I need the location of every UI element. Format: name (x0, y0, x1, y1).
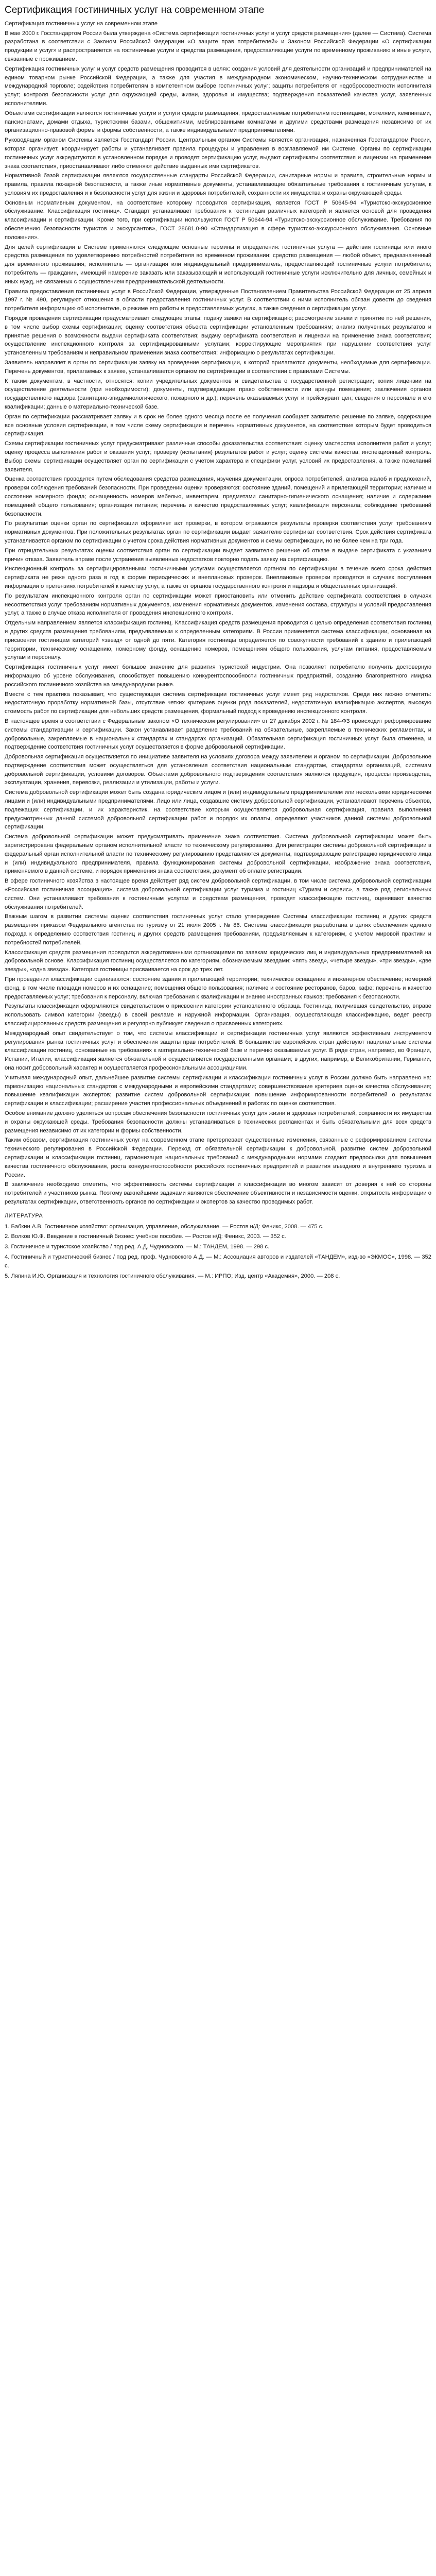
body-paragraph: Руководящим органом Системы является Госстандарт России. Центральным органом Системы является организация, назначенная Госстандартом России, которая организует, координирует работы и устанавливает правила процедуры и управления в возглавляемой им Системе. Органы по сертификации гостиничных услуг аккредитуются в установленном порядке и проводят сертификацию услуг, выдают сертификаты соответствия и лицензии на применение знака соответствия, приостанавливают либо отменяют действие выданных ими сертификатов. (5, 137, 431, 170)
body-paragraph: Особое внимание должно уделяться вопросам обеспечения безопасности гостиничных услуг для жизни и здоровья потребителей, сохранности их имущества и охраны окружающей среды. Требования безопасности должны устанавливаться в технических регламентах и быть обязательными для всех средств размещения независимо от их категории и формы собственности. (5, 1110, 431, 1134)
body-paragraph: Основным нормативным документом, на соответствие которому проводится сертификация, является ГОСТ Р 50645-94 «Туристско-экскурсионное обслуживание. Классификация гостиниц». Стандарт устанавливает требования к гостиницам различных категорий и является основой для проведения классификации и сертификации. Кроме того, при сертификации используются ГОСТ Р 50644-94 «Туристско-экскурсионное обслуживание. Требования по обеспечению безопасности туристов и экскурсантов», ГОСТ 28681.0-90 «Стандартизация в сфере туристско-экскурсионного обслуживания. Основные положения». (5, 199, 431, 241)
references-heading: ЛИТЕРАТУРА (5, 1212, 43, 1219)
body-paragraph: Схемы сертификации гостиничных услуг предусматривают различные способы доказательства соответствия: оценку мастерства исполнителя работ и услуг; оценку процесса выполнения работ и оказания услуг; проверку (испытания) результатов работ и услуг; оценку системы качества; инспекционный контроль. Выбор схемы сертификации осуществляет орган по сертификации с учетом характера и специфики услуг, условий их предоставления, а также пожеланий заявителя. (5, 440, 431, 473)
body-paragraph: Система добровольной сертификации может быть создана юридическим лицом и (или) индивидуальным предпринимателем или несколькими юридическими лицами и (или) индивидуальными предпринимателями. Лицо или лица, создавшие систему добровольной сертификации, устанавливают перечень объектов, подлежащих сертификации, и их характеристик, на соответствие которым осуществляется добровольная сертификация, правила выполнения предусмотренных данной системой добровольной сертификации работ и порядок их оплаты, определяют участников данной системы добровольной сертификации. (5, 789, 431, 831)
reference-item: 1. Бабкин А.В. Гостиничное хозяйство: организация, управление, обслуживание. — Ростов н/Д: Феникс, 2008. — 475 с. (5, 1223, 324, 1230)
article-title: Сертификация гостиничных услуг на современном этапе (5, 5, 265, 15)
body-paragraph: Оценка соответствия проводится путем обследования средства размещения, изучения документации, опроса потребителей, анализа жалоб и предложений, проверки соблюдения требований безопасности. При проведении оценки проверяются: состояние зданий, помещений и прилегающей территории; наличие и состояние номерного фонда; оснащенность номеров мебелью, инвентарем, предметами санитарно-гигиенического оснащения; наличие и содержание помещений общего пользования; организация питания; перечень и качество предоставляемых услуг; квалификация персонала; соблюдение требований безопасности. (5, 476, 431, 517)
body-paragraph: Инспекционный контроль за сертифицированными гостиничными услугами осуществляется органом по сертификации в течение всего срока действия сертификата не реже одного раза в год в форме периодических и внеплановых проверок. Внеплановые проверки проводятся в случаях поступления информации о претензиях потребителей к качеству услуг, а также от органов государственного контроля и надзора и общественных организаций. (5, 566, 431, 589)
article-body (5, 29, 431, 1207)
body-paragraph: Орган по сертификации рассматривает заявку и в срок не более одного месяца после ее получения сообщает заявителю решение по заявке, содержащее все основные условия сертификации, в том числе схему сертификации и перечень нормативных документов, на соответствие которым будет проводиться сертификация. (5, 413, 431, 437)
body-paragraph: Нормативной базой сертификации являются государственные стандарты Российской Федерации, санитарные нормы и правила, строительные нормы и правила, правила пожарной безопасности, а также иные нормативные документы, устанавливающие обязательные требования к гостиничным услугам, к условиям их предоставления и к безопасности услуг для жизни и здоровья потребителей, сохранности их имущества и охраны окружающей среды. (5, 173, 431, 196)
body-paragraph: Международный опыт свидетельствует о том, что системы классификации и сертификации гостиничных услуг являются эффективным инструментом регулирования рынка гостиничных услуг и обеспечения защиты прав потребителей. В большинстве европейских стран действуют национальные системы классификации гостиниц, основанные на требованиях к материально-технической базе и перечню оказываемых услуг. В ряде стран, например, во Франции, Испании, Италии, классификация является обязательной и осуществляется государственными органами; в других, например, в Великобритании, Германии, она носит добровольный характер и осуществляется профессиональными ассоциациями. (5, 1030, 431, 1071)
reference-item: 5. Ляпина И.Ю. Организация и технология гостиничного обслуживания. — М.: ИРПО; Изд. центр «Академия», 2000. — 208 с. (5, 1273, 340, 1279)
body-paragraph: Система добровольной сертификации может предусматривать применение знака соответствия. Система добровольной сертификации может быть зарегистрирована федеральным органом исполнительной власти по техническому регулированию. Для регистрации системы добровольной сертификации в федеральный орган исполнительной власти по техническому регулированию представляются документы, подтверждающие регистрацию юридического лица и (или) индивидуального предпринимателя, правила функционирования системы добровольной сертификации, изображение знака соответствия, применяемого в данной системе, и порядок применения знака соответствия, документ об оплате регистрации. (5, 834, 431, 875)
body-paragraph: В мае 2000 г. Госстандартом России была утверждена «Система сертификации гостиничных услуг и услуг средств размещения» (далее — Система). Система разработана в соответствии с Законом Российской Федерации «О защите прав потребителей» и Законом Российской Федерации «О сертификации продукции и услуг» и распространяется на гостиничные услуги и средства размещения, предоставляющие услуги по временному проживанию и иные услуги, связанные с проживанием. (5, 30, 431, 62)
article-subtitle: Сертификация гостиничных услуг на современном этапе (5, 20, 158, 27)
body-paragraph: К таким документам, в частности, относятся: копии учредительных документов и свидетельства о государственной регистрации; копия лицензии на осуществление деятельности (при необходимости); документы, подтверждающие право собственности или аренды помещения; заключения органов государственного надзора (санитарно-эпидемиологического, пожарного и др.); перечень оказываемых услуг и прейскурант цен; сведения о персонале и его квалификации; данные о материально-технической базе. (5, 378, 431, 411)
body-paragraph: Порядок проведения сертификации предусматривает следующие этапы: подачу заявки на сертификацию; рассмотрение заявки и принятие по ней решения, в том числе выбор схемы сертификации; оценку соответствия объекта сертификации установленным требованиям; анализ полученных результатов и принятие решения о возможности выдачи сертификата соответствия; выдачу сертификата соответствия и лицензии на применение знака соответствия; осуществление инспекционного контроля за сертифицированными услугами; корректирующие мероприятия при нарушении соответствия услуг установленным требованиям и неправильном применении знака соответствия; информацию о результатах сертификации. (5, 315, 431, 357)
body-paragraph: Вместе с тем практика показывает, что существующая система сертификации гостиничных услуг имеет ряд недостатков. Среди них можно отметить: недостаточную проработку нормативной базы, отсутствие четких критериев оценки ряда показателей, недостаточную квалификацию экспертов, высокую стоимость работ по сертификации для небольших средств размещения, формальный подход к проведению инспекционного контроля. (5, 691, 431, 715)
body-paragraph: По результатам оценки орган по сертификации оформляет акт проверки, в котором отражаются результаты проверки соответствия услуг требованиям нормативных документов. При положительных результатах орган по сертификации выдает заявителю сертификат соответствия. Срок действия сертификата устанавливается органом по сертификации с учетом срока действия нормативных документов и схемы сертификации, но не более чем на три года. (5, 520, 431, 544)
reference-item: 3. Гостиничное и туристское хозяйство / под ред. А.Д. Чудновского. — М.: ТАНДЕМ, 1998. — 298 с. (5, 1244, 270, 1250)
body-paragraph: В сфере гостиничного хозяйства в настоящее время действует ряд систем добровольной сертификации, в том числе система добровольной сертификации «Российская гостиничная ассоциация», система добровольной сертификации услуг туризма и гостиниц «Туризм и сервис», а также ряд региональных систем. Они устанавливают требования к гостиничным услугам и средствам размещения, проводят классификацию гостиниц, оценивают качество обслуживания потребителей. (5, 878, 431, 910)
body-paragraph: Правила предоставления гостиничных услуг в Российской Федерации, утвержденные Постановлением Правительства Российской Федерации от 25 апреля 1997 г. № 490, регулируют отношения в области предоставления гостиничных услуг. В соответствии с ними исполнитель обязан довести до сведения потребителя информацию об исполнителе, о режиме его работы и предоставляемых услугах, а также сведения о сертификации услуг. (5, 288, 431, 312)
body-paragraph: Сертификация гостиничных услуг имеет большое значение для развития туристской индустрии. Она позволяет потребителю получить достоверную информацию об уровне обслуживания, способствует повышению конкурентоспособности гостиничных предприятий, созданию благоприятного имиджа российского гостиничного хозяйства на международном рынке. (5, 664, 431, 688)
body-paragraph: Объектами сертификации являются гостиничные услуги и услуги средств размещения, предоставляемые потребителям гостиницами, мотелями, кемпингами, пансионатами, домами отдыха, туристскими базами, общежитиями, меблированными комнатами и другими средствами размещения независимо от их организационно-правовой формы и формы собственности, а также индивидуальными предпринимателями. (5, 110, 431, 134)
body-paragraph: Таким образом, сертификация гостиничных услуг на современном этапе претерпевает существенные изменения, связанные с реформированием системы технического регулирования в Российской Федерации. Переход от обязательной сертификации к добровольной, развитие систем добровольной сертификации и классификации гостиниц, гармонизация национальных требований с международными нормами создают предпосылки для повышения качества гостиничного обслуживания, роста конкурентоспособности российских гостиничных предприятий и развития въездного и внутреннего туризма в России. (5, 1137, 431, 1178)
body-paragraph: Добровольная сертификация осуществляется по инициативе заявителя на условиях договора между заявителем и органом по сертификации. Добровольное подтверждение соответствия может осуществляться для установления соответствия национальным стандартам, стандартам организаций, системам добровольной сертификации, условиям договоров. Объектами добровольного подтверждения соответствия являются продукция, процессы производства, эксплуатации, хранения, перевозки, реализации и утилизации, работы и услуги. (5, 754, 431, 786)
references-list (5, 1223, 431, 1281)
reference-item: 4. Гостиничный и туристический бизнес / под ред. проф. Чудновского А.Д. — М.: Ассоциация авторов и издателей «ТАНДЕМ», изд-во «ЭКМОС», 1998. — 352 с. (5, 1253, 431, 1269)
body-paragraph: В настоящее время в соответствии с Федеральным законом «О техническом регулировании» от 27 декабря 2002 г. № 184-ФЗ происходит реформирование системы стандартизации и сертификации. Закон устанавливает разделение требований на обязательные, закрепляемые в технических регламентах, и добровольные, закрепляемые в национальных стандартах и стандартах организаций. Обязательная сертификация гостиничных услуг была отменена, и подтверждение соответствия гостиничных услуг осуществляется в форме добровольной сертификации. (5, 718, 431, 751)
body-paragraph: В заключение необходимо отметить, что эффективность системы сертификации и классификации во многом зависит от доверия к ней со стороны потребителей и участников рынка. Поэтому важнейшими задачами являются обеспечение объективности и независимости оценки, открытость информации о результатах сертификации, ответственность органов по сертификации и экспертов за качество проводимых работ. (5, 1181, 431, 1205)
body-paragraph: Важным шагом в развитии системы оценки соответствия гостиничных услуг стало утверждение Системы классификации гостиниц и других средств размещения приказом Федерального агентства по туризму от 21 июля 2005 г. № 86. Система классификации разработана в целях обеспечения единого подхода к определению соответствия гостиниц и других средств размещения требованиям, предъявляемым к категориям, с учетом мировой практики и потребностей потребителей. (5, 913, 431, 946)
body-paragraph: Классификация средств размещения проводится аккредитованными организациями по заявкам юридических лиц и индивидуальных предпринимателей на добровольной основе. Классификация гостиниц осуществляется по категориям, обозначаемым звездами: «пять звезд», «четыре звезды», «три звезды», «две звезды», «одна звезда». Категория гостиницы присваивается на срок до трех лет. (5, 949, 431, 973)
body-paragraph: Отдельным направлением является классификация гостиниц. Классификация средств размещения проводится с целью определения соответствия гостиниц и других средств размещения требованиям, предъявляемым к определенным категориям. В России применяется система классификации, основанная на присвоении гостиницам категорий «звезд» от одной до пяти. Категория гостиницы определяется по совокупности требований к зданию и прилегающей территории, техническому оснащению, номерному фонду, оснащению номеров, помещениям общего пользования, услугам питания, предоставляемым услугам и персоналу. (5, 620, 431, 661)
body-paragraph: По результатам инспекционного контроля орган по сертификации может приостановить или отменить действие сертификата соответствия в случаях несоответствия услуг требованиям нормативных документов, изменения нормативных документов, изменения состава, структуры и условий предоставления услуг, а также в случае отказа исполнителя от проведения инспекционного контроля. (5, 592, 431, 617)
reference-item: 2. Волков Ю.Ф. Введение в гостиничный бизнес: учебное пособие. — Ростов н/Д: Феникс, 2003. — 352 с. (5, 1233, 286, 1240)
body-paragraph: Результаты классификации оформляются свидетельством о присвоении категории установленного образца. Гостиница, получившая свидетельство, вправе использовать символ категории (звезды) в своей рекламе и наружной информации. Организация, осуществляющая классификацию, ведет реестр классифицированных средств размещения и регулярно публикует сведения о присвоенных категориях. (5, 1003, 431, 1027)
body-paragraph: Учитывая международный опыт, дальнейшее развитие системы сертификации и классификации гостиничных услуг в России должно быть направлено на: гармонизацию национальных стандартов с международными и европейскими стандартами; совершенствование критериев оценки качества обслуживания; повышение квалификации экспертов; развитие систем добровольной сертификации; повышение информированности потребителей о результатах сертификации и классификации; расширение участия профессиональных объединений в работах по оценке соответствия. (5, 1074, 431, 1107)
body-paragraph: При отрицательных результатах оценки соответствия орган по сертификации выдает заявителю решение об отказе в выдаче сертификата с указанием причин отказа. Заявитель вправе после устранения выявленных недостатков повторно подать заявку на сертификацию. (5, 547, 431, 563)
body-paragraph: Для целей сертификации в Системе применяются следующие основные термины и определения: гостиничная услуга — действия гостиницы или иного средства размещения по удовлетворению потребностей потребителя во временном проживании; средство размещения — любой объект, предназначенный для временного проживания; исполнитель — организация или индивидуальный предприниматель, предоставляющий гостиничные услуги потребителю; потребитель — гражданин, имеющий намерение заказать или заказывающий и использующий гостиничные услуги исключительно для личных, семейных и иных нужд, не связанных с осуществлением предпринимательской деятельности. (5, 244, 431, 285)
body-paragraph: При проведении классификации оцениваются: состояние здания и прилегающей территории; техническое оснащение и инженерное обеспечение; номерной фонд, в том числе площади номеров и их оснащение; помещения общего пользования; наличие и состояние ресторанов, баров, кафе; перечень и качество предоставляемых услуг; требования к персоналу, включая требования к квалификации и знанию иностранных языков; требования к безопасности. (5, 976, 431, 1000)
body-paragraph: Сертификация гостиничных услуг и услуг средств размещения проводится в целях: создания условий для деятельности организаций и предпринимателей на едином товарном рынке Российской Федерации, а также для участия в международном экономическом, научно-техническом сотрудничестве и международной торговле; содействия потребителям в компетентном выборе гостиничных услуг; защиты потребителя от недобросовестности исполнителя услуг; контроля безопасности услуг для окружающей среды, жизни, здоровья и имущества; подтверждения показателей качества услуг, заявленных исполнителями. (5, 65, 431, 107)
body-paragraph: Заявитель направляет в орган по сертификации заявку на проведение сертификации, к которой прилагаются документы, необходимые для сертификации. Перечень документов, прилагаемых к заявке, устанавливается органом по сертификации в соответствии с правилами Системы. (5, 360, 431, 375)
